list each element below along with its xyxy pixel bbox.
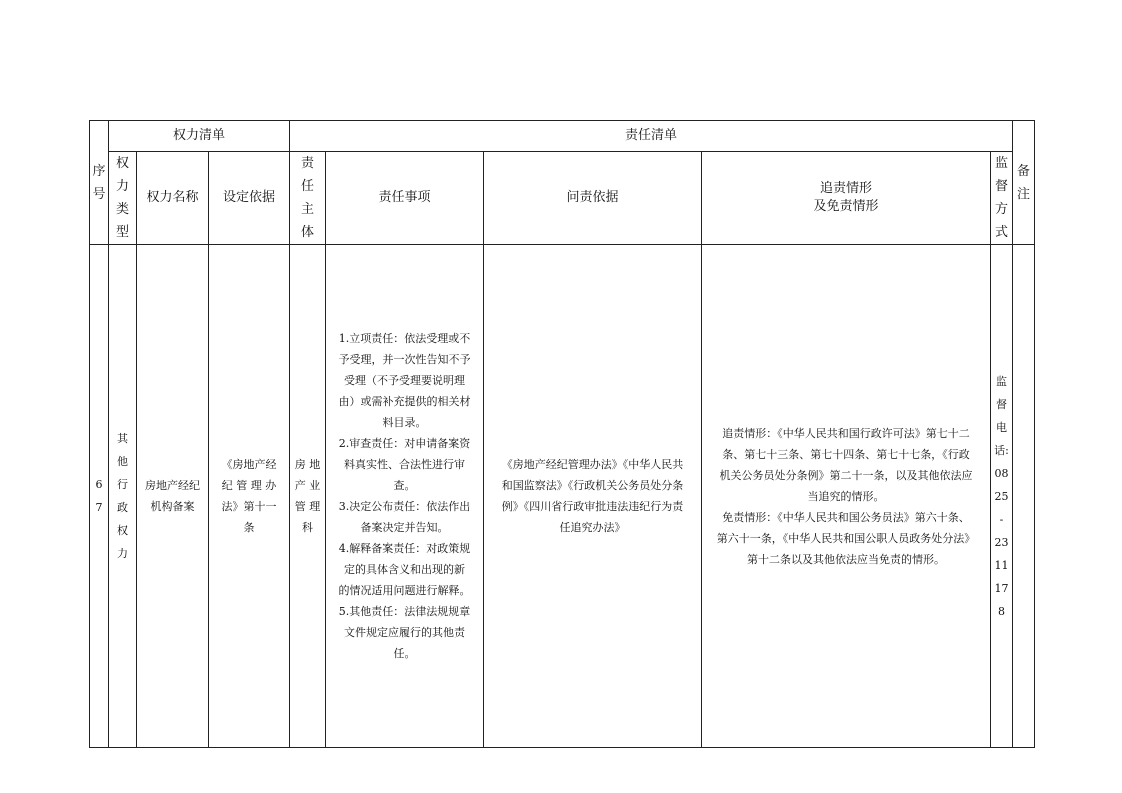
pursuit-line: 机关公务员处分条例》第二十一条，以及其他依法应 — [719, 468, 973, 482]
header-seq — [90, 121, 109, 245]
cell-remark — [1013, 245, 1035, 748]
header-power-type-char: 力 — [115, 179, 129, 194]
cell-seq — [90, 245, 109, 748]
pursuit-line: 条、第七十三条、第七十四条、第七十七条，《行政 — [722, 447, 970, 461]
power-type-char: 行 — [117, 478, 128, 491]
pursuit-line: 当追究的情形。 — [807, 489, 885, 503]
table-row — [90, 245, 1035, 748]
seq-char: 7 — [95, 501, 103, 514]
basis-line: 《房地产经 — [221, 458, 277, 471]
resp-item-line: 备案决定并告知。 — [360, 521, 449, 534]
header-seq-char: 序 — [92, 163, 106, 179]
seq-char: 6 — [95, 478, 103, 491]
resp-item-line: 予受理，并一次性告知不予 — [338, 353, 471, 366]
resp-item-line: 由）或需补充提供的相关材 — [338, 395, 471, 408]
supervision-part: 8 — [998, 604, 1006, 618]
cell-power-type — [109, 245, 137, 748]
power-name-line: 机构备案 — [150, 500, 195, 513]
accountability-line: 和国监察法》《行政机关公务员处分条 — [501, 479, 684, 492]
cell-responsible-subject — [290, 245, 326, 748]
supervision-part: 17 — [994, 581, 1009, 595]
power-type-char: 他 — [117, 455, 128, 468]
cell-pursuit-exemption — [702, 245, 991, 748]
header-power-type-char: 型 — [115, 225, 129, 240]
basis-line: 法》第十一 — [221, 500, 277, 513]
resp-item-line: 受理（不予受理要说明理 — [344, 374, 465, 387]
header-basis: 设定依据 — [209, 152, 290, 245]
resp-item-line: 查。 — [393, 479, 416, 492]
header-seq-char: 号 — [92, 186, 106, 202]
resp-item-line: 3.决定公布责任：依法作出 — [338, 500, 471, 513]
header-responsibility-items: 责任事项 — [326, 152, 484, 245]
power-type-char: 力 — [117, 547, 128, 560]
supervision-part: - — [999, 512, 1004, 526]
header-supervision-char: 方 — [995, 202, 1009, 217]
header-subject-char: 主 — [300, 202, 314, 217]
subject-line: 房 地 — [294, 458, 321, 471]
accountability-line: 例》《四川省行政审批违法违纪行为责 — [501, 500, 684, 513]
subject-line: 产 业 — [294, 479, 321, 492]
header-subject-char: 任 — [300, 179, 314, 194]
supervision-part: 11 — [994, 558, 1009, 572]
power-type-char: 其 — [117, 432, 128, 445]
header-supervision-char: 督 — [995, 179, 1009, 194]
header-subject-char: 责 — [300, 156, 314, 171]
supervision-part: 话: — [994, 443, 1009, 457]
subject-line: 科 — [302, 521, 313, 534]
supervision-part: 25 — [994, 489, 1009, 503]
header-power-type-char: 权 — [115, 156, 129, 171]
cell-accountability-basis — [484, 245, 702, 748]
header-responsibility-list: 责任清单 — [290, 121, 1013, 152]
supervision-part: 电 — [996, 420, 1008, 434]
basis-line: 纪 管 理 办 — [221, 479, 277, 492]
resp-item-line: 4.解释备案责任：对政策规 — [338, 542, 471, 555]
header-responsible-subject — [290, 152, 326, 245]
header-power-type — [109, 152, 137, 245]
pursuit-line: 第六十一条，《中华人民共和国公职人员政务处分法》 — [716, 531, 976, 545]
supervision-part: 监 — [996, 374, 1008, 388]
header-remark-char: 注 — [1017, 186, 1031, 202]
power-type-char: 政 — [117, 501, 128, 514]
resp-item-line: 定的具体含义和出现的新 — [344, 563, 465, 576]
accountability-line: 任追究办法》 — [559, 521, 626, 534]
power-responsibility-table — [89, 120, 1035, 748]
pursuit-line: 第十二条以及其他依法应当免责的情形。 — [747, 552, 945, 566]
basis-line: 条 — [243, 521, 255, 534]
header-power-name: 权力名称 — [137, 152, 209, 245]
header-power-type-char: 类 — [115, 202, 129, 217]
resp-item-line: 任。 — [393, 647, 416, 660]
resp-item-line: 文件规定应履行的其他责 — [344, 626, 465, 639]
pursuit-line: 免责情形：《中华人民共和国公务员法》第六十条、 — [722, 510, 970, 524]
header-supervision-char: 式 — [995, 225, 1009, 240]
supervision-part: 23 — [994, 535, 1009, 549]
header-remark — [1013, 121, 1035, 245]
header-supervision — [991, 152, 1013, 245]
resp-item-line: 2.审查责任：对申请备案资 — [338, 437, 471, 450]
resp-item-line: 的情况适用问题进行解释。 — [338, 584, 471, 597]
header-subject-char: 体 — [300, 225, 314, 240]
header-pursuit-exemption — [702, 152, 991, 245]
supervision-part: 督 — [996, 397, 1008, 411]
resp-item-line: 料真实性、合法性进行审 — [344, 458, 465, 471]
resp-item-line: 1.立项责任：依法受理或不 — [338, 332, 471, 345]
cell-responsibility-items — [326, 245, 484, 748]
power-type-char: 权 — [117, 524, 128, 537]
resp-item-line: 料目录。 — [382, 416, 427, 429]
header-accountability-basis: 问责依据 — [484, 152, 702, 245]
supervision-part: 08 — [994, 466, 1009, 480]
cell-supervision — [991, 245, 1013, 748]
resp-item-line: 5.其他责任：法律法规规章 — [338, 605, 471, 618]
power-name-line: 房地产经纪 — [145, 479, 200, 492]
header-remark-char: 备 — [1017, 163, 1031, 179]
header-pursuit-line1: 追责情形 — [819, 181, 872, 196]
cell-basis — [209, 245, 290, 748]
subject-line: 管 理 — [294, 500, 321, 513]
header-pursuit-line2: 及免责情形 — [813, 199, 879, 214]
pursuit-line: 追责情形：《中华人民共和国行政许可法》第七十二 — [722, 426, 970, 440]
accountability-line: 《房地产经纪管理办法》《中华人民共 — [501, 458, 684, 471]
header-supervision-char: 监 — [995, 156, 1009, 171]
cell-power-name — [137, 245, 209, 748]
header-power-list: 权力清单 — [109, 121, 290, 152]
